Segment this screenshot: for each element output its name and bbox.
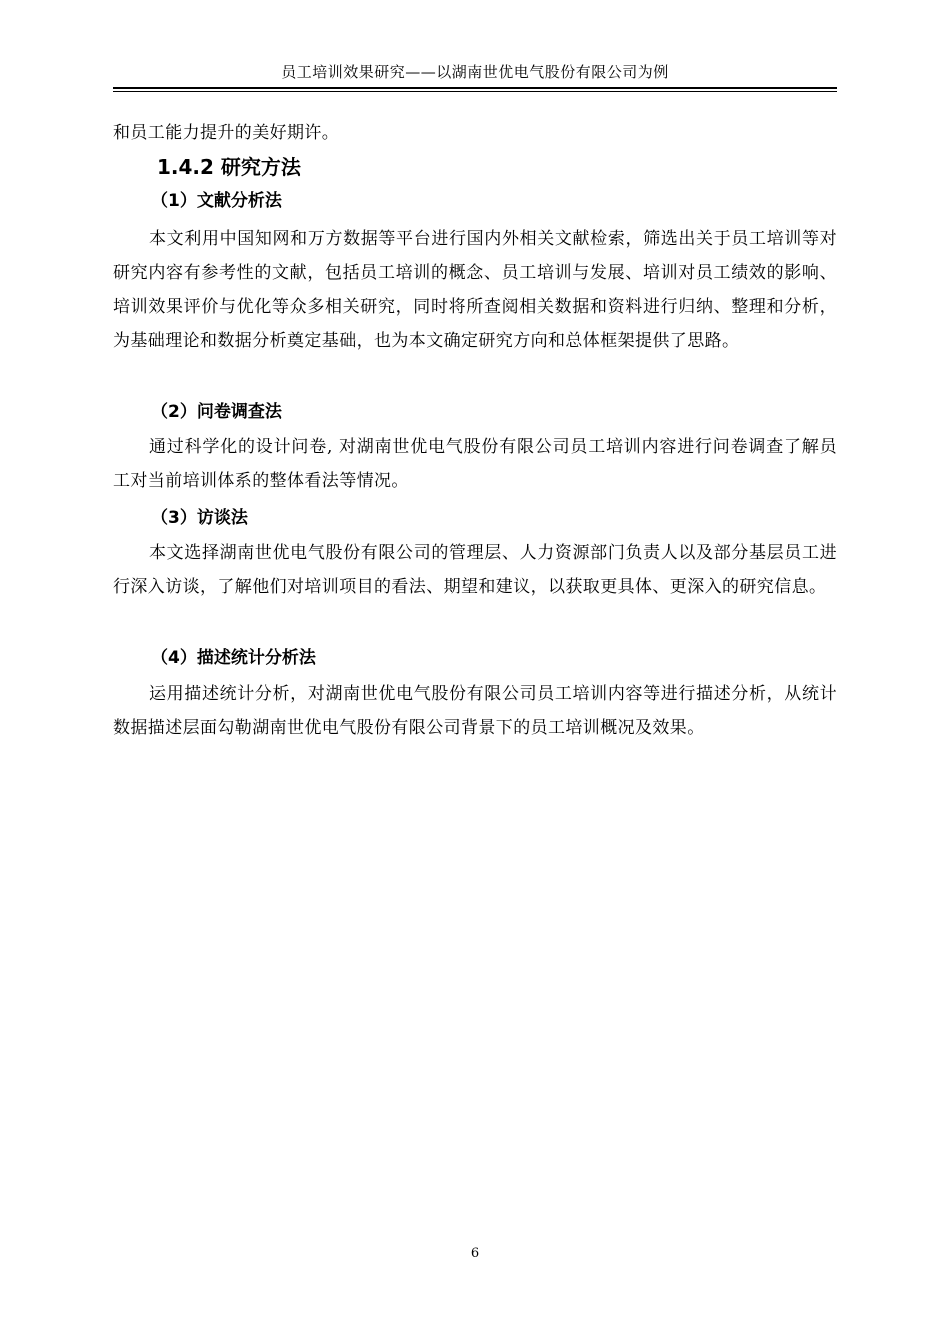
method-heading-interview: （3）访谈法 [151,508,248,528]
header-rule-thin [113,91,837,92]
running-header: 员工培训效果研究——以湖南世优电气股份有限公司为例 [281,63,669,81]
method-paragraph-interview: 本文选择湖南世优电气股份有限公司的管理层、人力资源部门负责人以及部分基层员工进行深入访谈，了解他们对培训项目的看法、期望和建议，以获取更具体、更深入的研究信息。 [113,543,837,597]
section-heading: 1.4.2 研究方法 [157,155,301,179]
method-heading-questionnaire: （2）问卷调查法 [151,402,282,422]
header-rule-thick [113,87,837,89]
method-paragraph-descriptive-stats: 运用描述统计分析，对湖南世优电气股份有限公司员工培训内容等进行描述分析，从统计数据描述层面勾勒湖南世优电气股份有限公司背景下的员工培训概况及效果。 [113,684,837,738]
method-heading-descriptive-stats: （4）描述统计分析法 [151,648,316,668]
method-heading-literature: （1）文献分析法 [151,191,282,211]
method-paragraph-questionnaire: 通过科学化的设计问卷, 对湖南世优电气股份有限公司员工培训内容进行问卷调查了解员工对当前培训体系的整体看法等情况。 [113,437,837,491]
continuation-paragraph: 和员工能力提升的美好期许。 [113,123,340,143]
method-paragraph-literature: 本文利用中国知网和万方数据等平台进行国内外相关文献检索，筛选出关于员工培训等对研究内容有参考性的文献，包括员工培训的概念、员工培训与发展、培训对员工绩效的影响、培训效果评价与优化等众多相关研究，同时将所查阅相关数据和资料进行归纳、整理和分析，为基础理论和数据分析奠定基础，也为本文确定研究方向和总体框架提供了思路。 [113,229,837,351]
page-number: 6 [470,1246,480,1261]
